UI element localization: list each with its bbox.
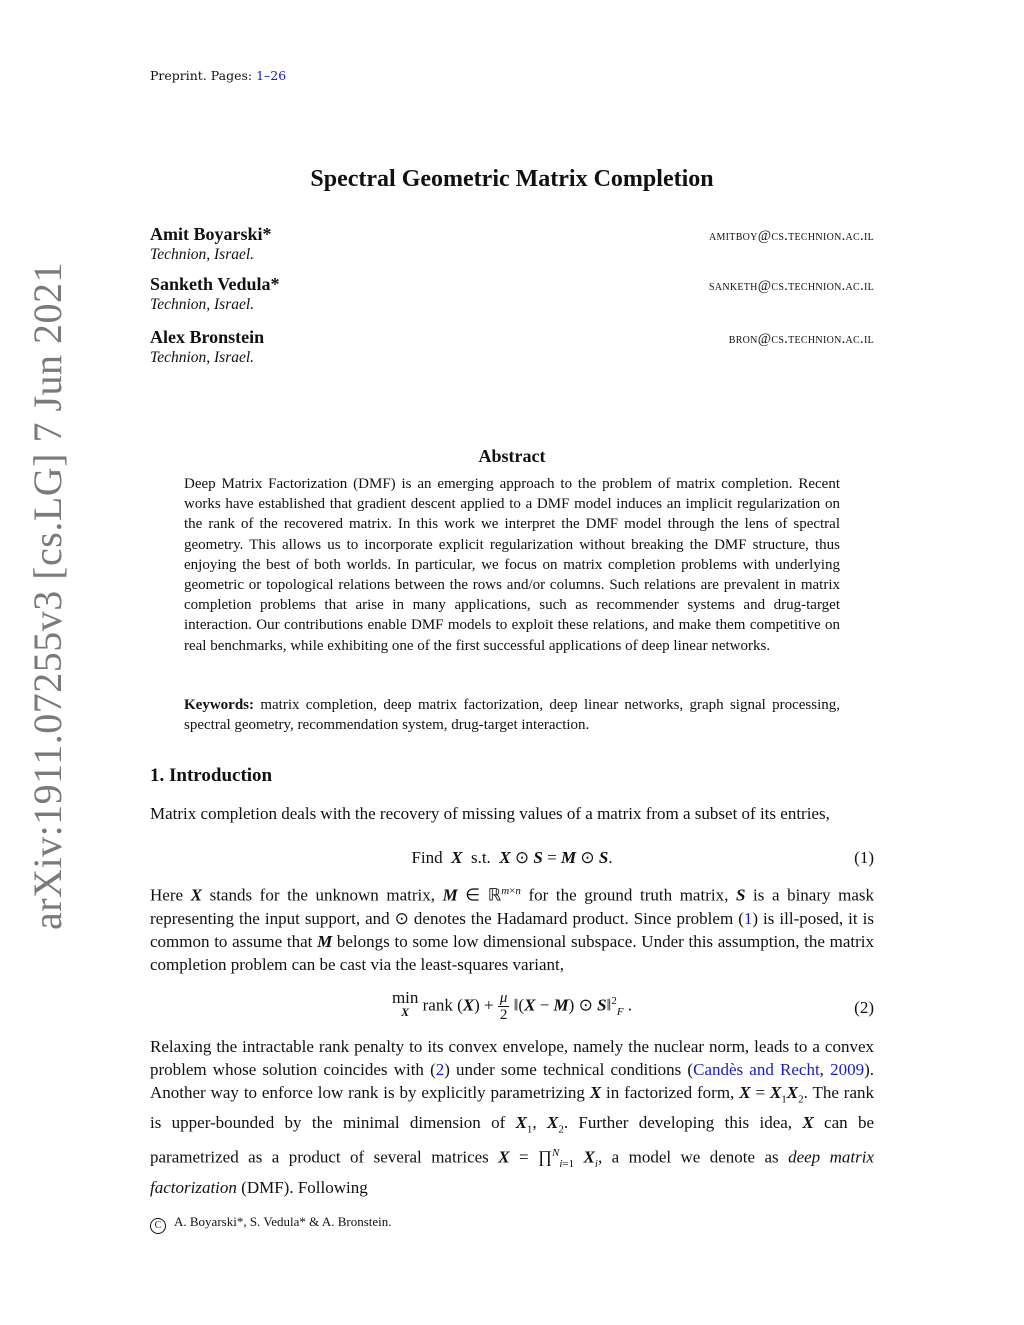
author-affiliation: Technion, Israel. bbox=[150, 349, 255, 366]
footer bbox=[150, 1214, 392, 1234]
eq1-find: Find bbox=[411, 848, 443, 867]
equation-1-number: (1) bbox=[854, 848, 874, 867]
author-email[interactable]: sanketh@cs.technion.ac.il bbox=[708, 278, 874, 294]
author-3 bbox=[150, 327, 874, 367]
pages-link[interactable]: 1–26 bbox=[256, 68, 287, 83]
keywords-label: Keywords: bbox=[184, 697, 254, 713]
eq2-min-operator: min X bbox=[391, 988, 419, 1019]
author-name: Alex Bronstein bbox=[150, 327, 265, 347]
equation-2 bbox=[150, 990, 874, 1030]
copyright-icon: C bbox=[150, 1218, 166, 1234]
paper-title: Spectral Geometric Matrix Completion bbox=[310, 166, 714, 192]
preprint-label: Preprint. Pages: bbox=[150, 68, 257, 83]
equation-1 bbox=[150, 848, 874, 872]
eq2-fraction: $\frac{\mu}{2}$ bbox=[499, 990, 508, 1023]
author-name: Sanketh Vedula* bbox=[150, 274, 280, 294]
equation-ref-2[interactable]: 2 bbox=[435, 1060, 445, 1079]
intro-paragraph-1: Matrix completion deals with the recovery of missing values of a matrix from a subset of its entries, bbox=[150, 804, 830, 823]
intro-paragraph-2: Here X stands for the unknown matrix, M ∈ ℝ$^{m\times n}$ for the ground truth matrix, S is a binary mask representing the input support, and ⊙ denotes the Hadamard product. Since problem (1) is ill-posed, it is common to assume that M belongs to some low dimensional subspace. Under this assumption, the matrix completion problem can be cast via the least-squares variant, bbox=[150, 885, 874, 974]
keywords bbox=[184, 695, 840, 735]
author-1 bbox=[150, 224, 874, 264]
author-email[interactable]: bron@cs.technion.ac.il bbox=[728, 331, 874, 347]
abstract-heading: Abstract bbox=[478, 446, 546, 466]
eq1-st: s.t. bbox=[470, 848, 491, 867]
abstract-text: Deep Matrix Factorization (DMF) is an emerging approach to the problem of matrix completion. Recent works have established that gradient descent applied to a DMF model induces an implicit regularization on the rank of the recovered matrix. In this work we interpret the DMF model through the lens of spectral geometry. This allows us to incorporate explicit regularization without breaking the DMF structure, thus enjoying the best of both worlds. In particular, we focus on matrix completion problems with underlying geometric or topological relations between the rows and/or columns. Such relations are prevalent in matrix completion problems that arise in many applications, such as recommender systems and drug-target interaction. Our contributions enable DMF models to exploit these relations, and make them competitive on real benchmarks, while exhibiting one of the first successful applications of deep linear networks. bbox=[184, 476, 840, 654]
author-affiliation: Technion, Israel. bbox=[150, 296, 255, 313]
arxiv-identifier: arXiv:1911.07255v3 [cs.LG] 7 Jun 2021 bbox=[25, 261, 70, 930]
author-name: Amit Boyarski* bbox=[150, 224, 272, 244]
equation-2-number: (2) bbox=[854, 998, 874, 1017]
author-affiliation: Technion, Israel. bbox=[150, 246, 255, 263]
equation-1-body: Find X s.t. X ⊙ S = M ⊙ S. bbox=[411, 848, 613, 867]
citation-link[interactable]: Candès and Recht bbox=[693, 1060, 820, 1079]
preprint-header bbox=[150, 68, 286, 83]
keywords-list: matrix completion, deep matrix factorization, deep linear networks, graph signal processing, spectral geometry, recommendation system, drug-target interaction. bbox=[184, 697, 840, 734]
author-2 bbox=[150, 274, 874, 314]
intro-paragraph-3: Relaxing the intractable rank penalty to its convex envelope, namely the nuclear norm, leads to a convex problem whose solution coincides with (2) under some technical conditions (Candès and Recht, 2009). Another way to enforce low rank is by explicitly parametrizing X in factorized form, $X = X_1X_2$. The rank is upper-bounded by the minimal dimension of $X_1$, $X_2$. Further developing this idea, X can be parametrized as a product of several matrices X = ∏$^N_{i=1}$ $X_i$, a model we denote as deep matrix factorization (DMF). Following bbox=[150, 1037, 875, 1197]
eq2-rank: rank bbox=[422, 995, 453, 1015]
equation-ref-1[interactable]: 1 bbox=[743, 908, 753, 928]
section-heading: 1. Introduction bbox=[150, 765, 273, 786]
footer-text: A. Boyarski*, S. Vedula* & A. Bronstein. bbox=[174, 1214, 392, 1229]
citation-year-link[interactable]: 2009 bbox=[830, 1060, 865, 1079]
equation-2-body: min X rank (X) + $\frac{\mu}{2}$ ‖(X − M) ⊙ S‖$^2_F$ . bbox=[391, 988, 633, 1023]
author-email[interactable]: amitboy@cs.technion.ac.il bbox=[708, 228, 874, 244]
